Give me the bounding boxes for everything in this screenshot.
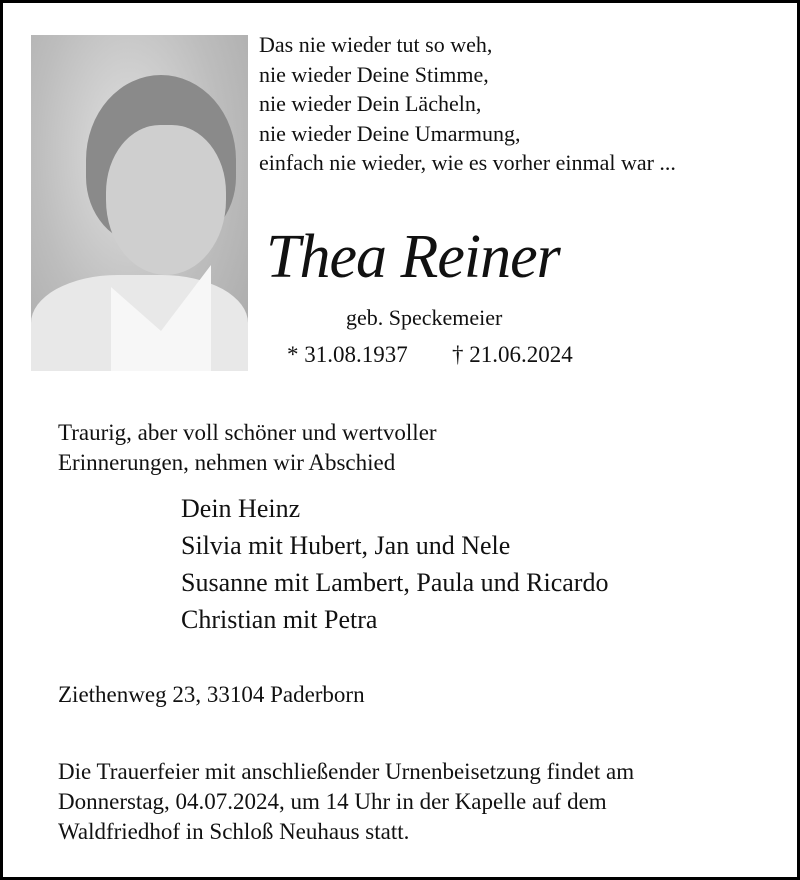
family-member: Silvia mit Hubert, Jan und Nele: [181, 531, 511, 560]
service-line: Donnerstag, 04.07.2024, um 14 Uhr in der Kapelle auf dem: [58, 789, 607, 814]
birth-date: * 31.08.1937: [287, 342, 408, 367]
intro-line: Erinnerungen, nehmen wir Abschied: [58, 450, 396, 475]
poem-line: nie wieder Deine Umarmung,: [259, 120, 521, 146]
deceased-name: Thea Reiner: [266, 223, 560, 291]
poem-line: Das nie wieder tut so weh,: [259, 32, 493, 57]
birth-name: geb. Speckemeier: [346, 305, 503, 330]
family-list: [181, 490, 608, 638]
address: Ziethenweg 23, 33104 Paderborn: [58, 682, 365, 707]
photo-face: [106, 125, 226, 275]
poem-line: nie wieder Dein Lächeln,: [259, 91, 482, 116]
intro-line: Traurig, aber voll schöner und wertvoller: [58, 420, 437, 445]
poem-line: einfach nie wieder, wie es vorher einmal war ...: [259, 150, 676, 175]
family-member: Christian mit Petra: [181, 605, 378, 634]
service-line: Waldfriedhof in Schloß Neuhaus statt.: [58, 819, 410, 844]
service-line: Die Trauerfeier mit anschließender Urnenbeisetzung findet am: [58, 759, 635, 784]
poem: [259, 30, 676, 178]
family-member: Susanne mit Lambert, Paula und Ricardo: [181, 568, 609, 597]
poem-line: nie wieder Deine Stimme,: [259, 61, 489, 87]
family-member: Dein Heinz: [181, 494, 301, 523]
portrait-photo: [31, 35, 248, 371]
death-date: † 21.06.2024: [452, 342, 573, 367]
